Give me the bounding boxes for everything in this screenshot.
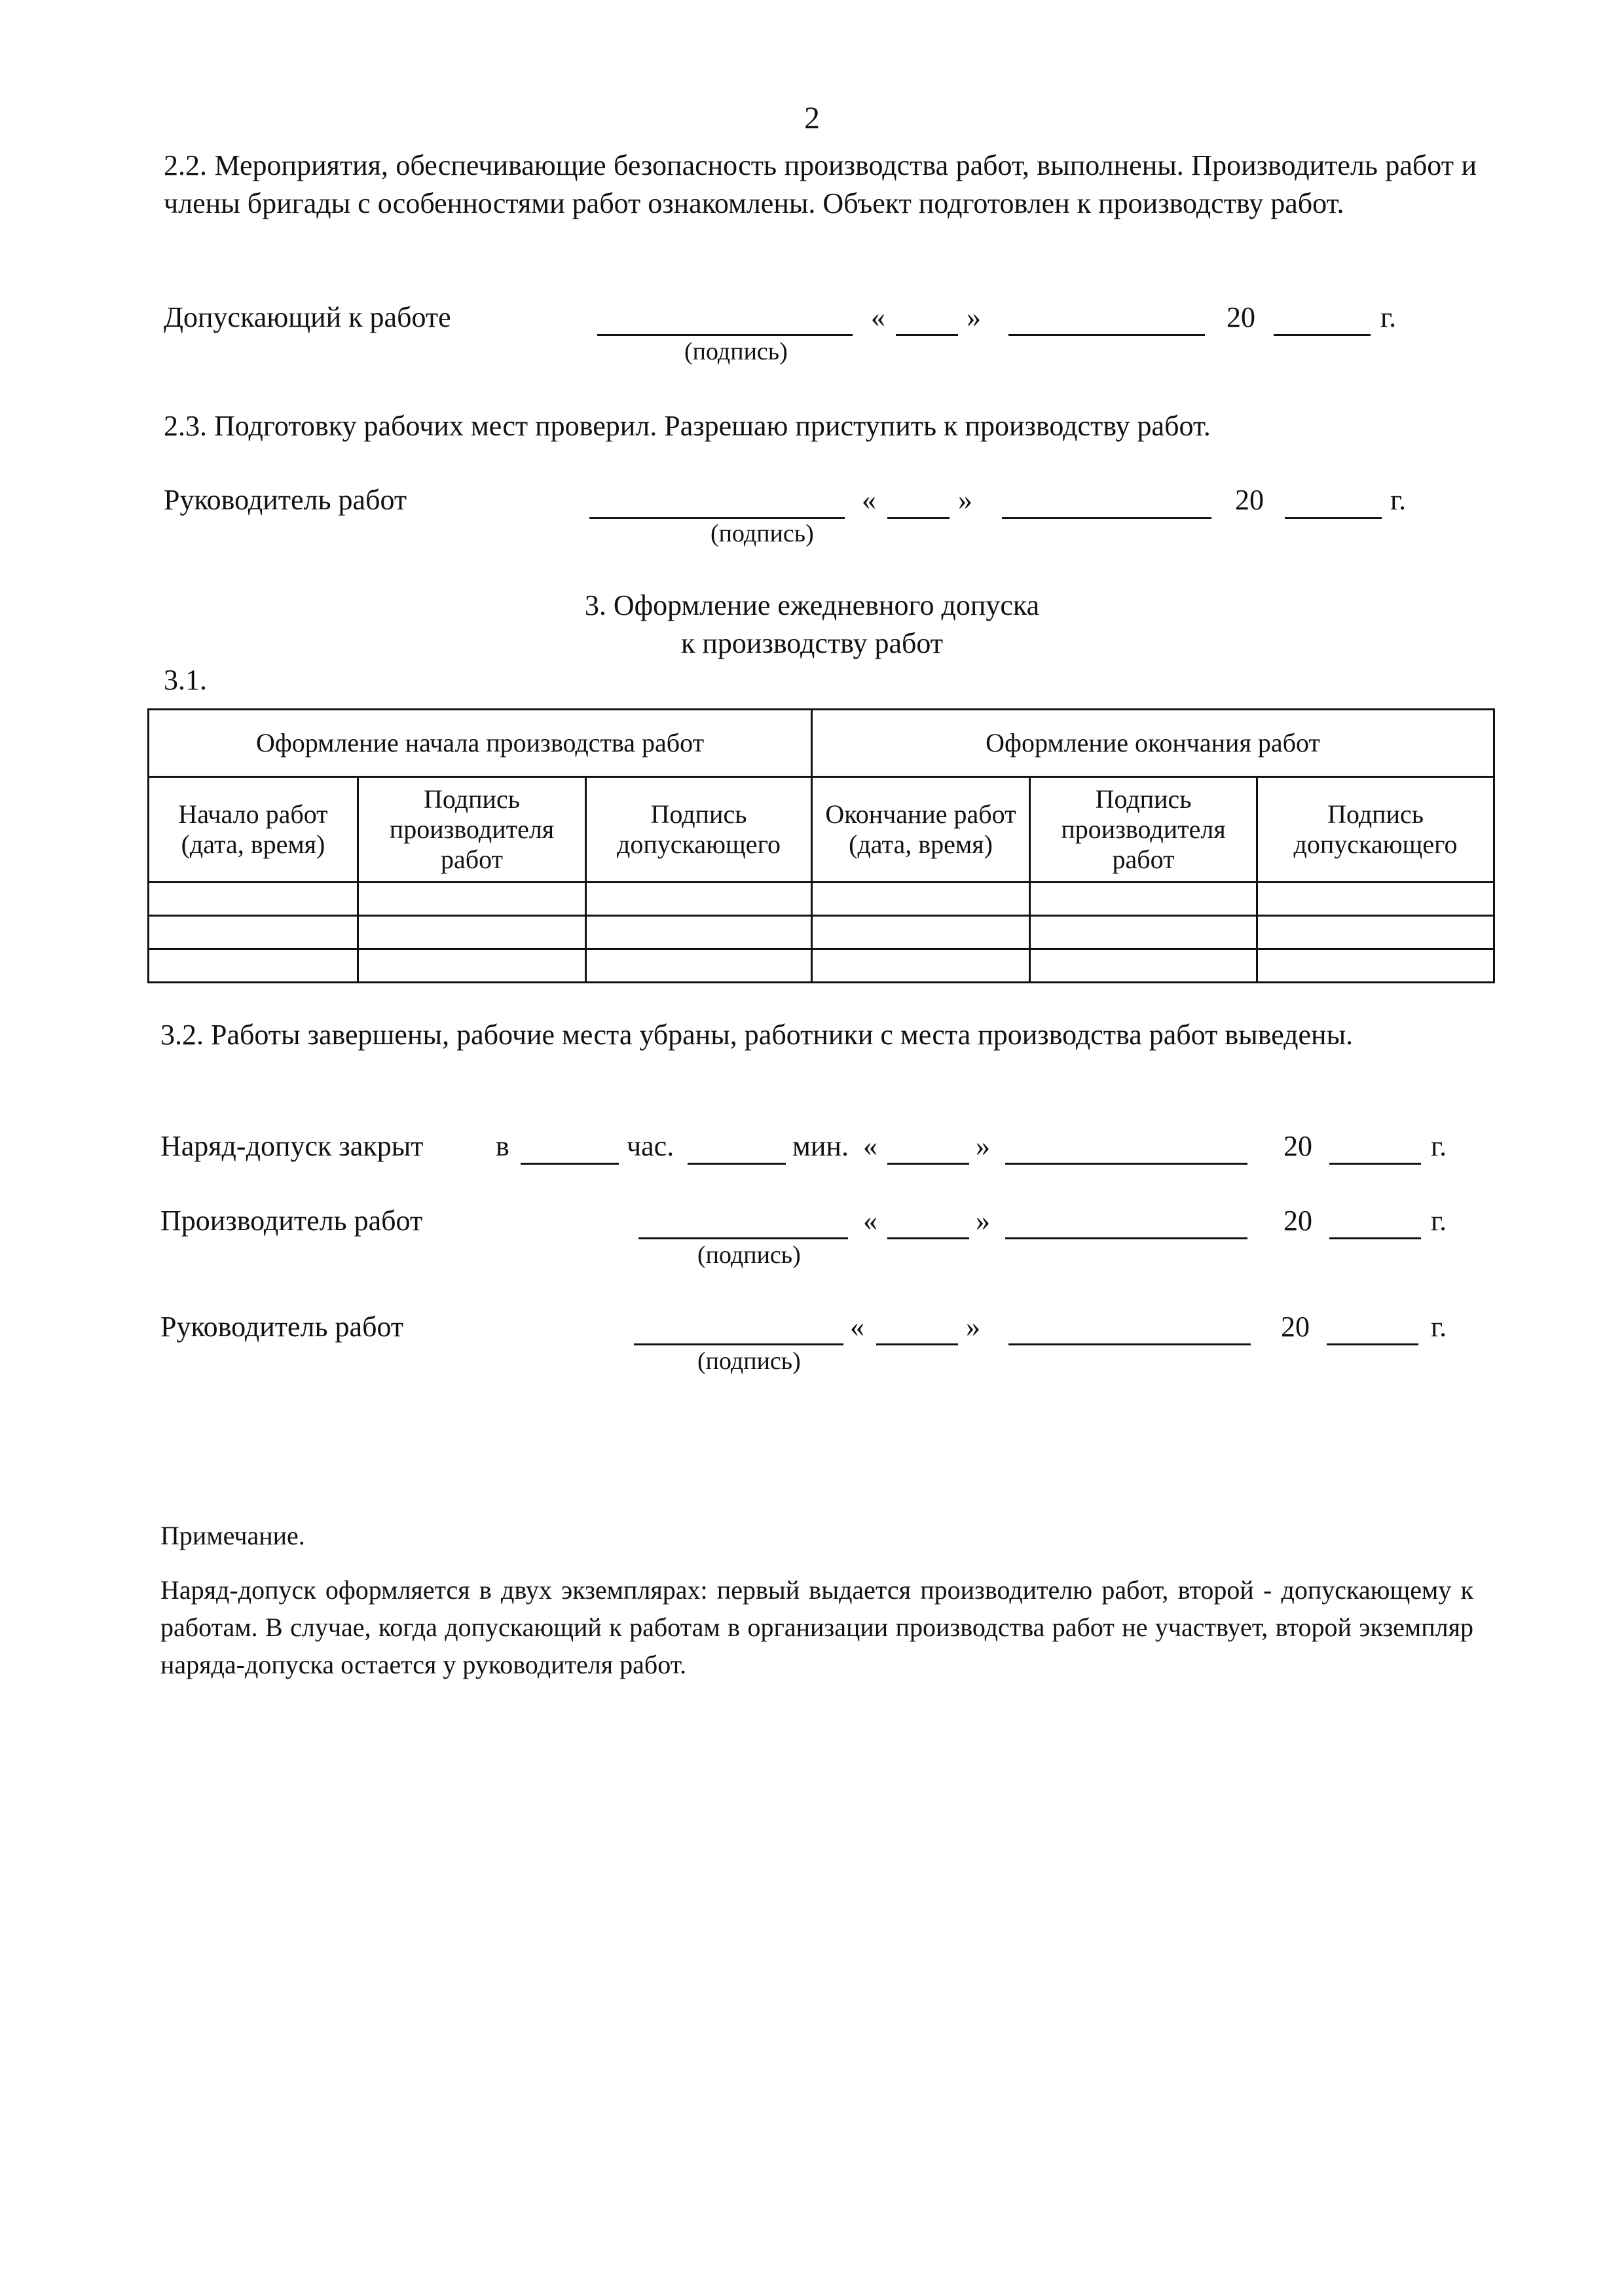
quote-close: »: [966, 1311, 980, 1343]
table-cell[interactable]: [149, 916, 358, 949]
year-prefix: 20: [1281, 1311, 1310, 1343]
year-suffix: г.: [1431, 1205, 1447, 1237]
quote-open: «: [850, 1311, 864, 1343]
year-prefix: 20: [1235, 484, 1264, 516]
year-field[interactable]: [1274, 334, 1371, 336]
quote-open: «: [863, 1130, 877, 1162]
year-suffix: г.: [1380, 301, 1397, 333]
month-field[interactable]: [1008, 1343, 1251, 1345]
table-cell[interactable]: [149, 883, 358, 916]
table-cell[interactable]: [812, 883, 1030, 916]
note-text: Наряд-допуск оформляется в двух экземплярах: первый выдается производителю работ, второй - допускающему к работам. В случае, когда допускающий к работам в организации производства работ не участвует, второй экземпляр наряда-допуска остается у руководителя работ.: [160, 1575, 1473, 1679]
quote-close: »: [967, 301, 981, 333]
admitting-signature-line[interactable]: [597, 334, 853, 336]
table-row: [149, 883, 1494, 916]
column-header-end-producer-signature: Подпись производителя работ: [1030, 777, 1257, 883]
year-field[interactable]: [1329, 1237, 1421, 1239]
column-header-start-producer-signature: Подпись производителя работ: [358, 777, 586, 883]
page-number: 2: [804, 101, 820, 136]
day-field[interactable]: [887, 1237, 969, 1239]
table-cell[interactable]: [812, 916, 1030, 949]
note-title: Примечание.: [160, 1521, 305, 1550]
section-3-2-text: 3.2. Работы завершены, рабочие места убраны, работники с места производства работ выведены.: [160, 1019, 1354, 1051]
producer-signature-line[interactable]: [638, 1237, 848, 1239]
table-cell[interactable]: [586, 949, 812, 983]
quote-open: «: [871, 301, 885, 333]
column-header-start-admitting-signature: Подпись допускающего: [586, 777, 812, 883]
signature-hint: (подпись): [710, 520, 814, 547]
table-cell[interactable]: [149, 949, 358, 983]
quote-open: «: [863, 1205, 877, 1237]
manager-label: Руководитель работ: [164, 484, 407, 516]
day-field[interactable]: [887, 517, 950, 519]
table-cell[interactable]: [358, 883, 586, 916]
year-prefix: 20: [1283, 1130, 1312, 1162]
day-field[interactable]: [896, 334, 958, 336]
day-field[interactable]: [887, 1163, 969, 1165]
minute-field[interactable]: [688, 1163, 786, 1165]
hour-field-line[interactable]: [521, 1163, 619, 1165]
table-cell[interactable]: [358, 949, 586, 983]
manager-label: Руководитель работ: [160, 1311, 404, 1343]
minute-label: мин.: [792, 1130, 849, 1162]
table-cell[interactable]: [1257, 883, 1494, 916]
year-suffix: г.: [1390, 484, 1407, 516]
daily-admission-table: [147, 708, 1495, 983]
year-suffix: г.: [1431, 1130, 1447, 1162]
admitting-person-label: Допускающий к работе: [164, 301, 451, 333]
section-2-2-text: 2.2. Мероприятия, обеспечивающие безопасность производства работ, выполнены. Производитель работ и члены бригады с особенностями работ ознакомлены. Объект подготовлен к производству работ.: [164, 149, 1477, 219]
section-3-title-line1: 3. Оформление ежедневного допуска: [584, 589, 1040, 621]
month-field[interactable]: [1008, 334, 1205, 336]
group-header-start: Оформление начала производства работ: [149, 710, 812, 777]
quote-open: «: [862, 484, 876, 516]
table-row: [149, 916, 1494, 949]
year-field[interactable]: [1329, 1163, 1421, 1165]
table-cell[interactable]: [358, 916, 586, 949]
manager-signature-line[interactable]: [634, 1343, 843, 1345]
month-field[interactable]: [1005, 1237, 1247, 1239]
year-prefix: 20: [1227, 301, 1255, 333]
signature-hint: (подпись): [697, 1347, 801, 1375]
column-header-end-datetime: Окончание работ (дата, время): [812, 777, 1030, 883]
month-field[interactable]: [1002, 517, 1211, 519]
table-row: [149, 949, 1494, 983]
section-2-3-text: 2.3. Подготовку рабочих мест проверил. Разрешаю приступить к производству работ.: [164, 410, 1211, 442]
year-field[interactable]: [1327, 1343, 1418, 1345]
table-cell[interactable]: [1030, 949, 1257, 983]
table-cell[interactable]: [1257, 949, 1494, 983]
order-closed-label: Наряд-допуск закрыт: [160, 1130, 424, 1162]
quote-close: »: [976, 1205, 990, 1237]
column-header-end-admitting-signature: Подпись допускающего: [1257, 777, 1494, 883]
year-prefix: 20: [1283, 1205, 1312, 1237]
group-header-end: Оформление окончания работ: [812, 710, 1494, 777]
year-field[interactable]: [1285, 517, 1382, 519]
signature-hint: (подпись): [697, 1241, 801, 1269]
year-suffix: г.: [1431, 1311, 1447, 1343]
section-3-title-line2: к производству работ: [680, 627, 944, 659]
section-3-1-label: 3.1.: [164, 664, 207, 696]
table-cell[interactable]: [586, 883, 812, 916]
quote-close: »: [976, 1130, 990, 1162]
table-cell[interactable]: [586, 916, 812, 949]
signature-hint: (подпись): [684, 338, 788, 365]
in-label: в: [496, 1130, 509, 1162]
table-cell[interactable]: [1257, 916, 1494, 949]
quote-close: »: [958, 484, 972, 516]
column-header-start-datetime: Начало работ (дата, время): [149, 777, 358, 883]
table-cell[interactable]: [1030, 883, 1257, 916]
producer-label: Производитель работ: [160, 1205, 423, 1237]
table-cell[interactable]: [1030, 916, 1257, 949]
hour-label: час.: [627, 1130, 674, 1162]
month-field[interactable]: [1005, 1163, 1247, 1165]
table-cell[interactable]: [812, 949, 1030, 983]
day-field[interactable]: [876, 1343, 958, 1345]
